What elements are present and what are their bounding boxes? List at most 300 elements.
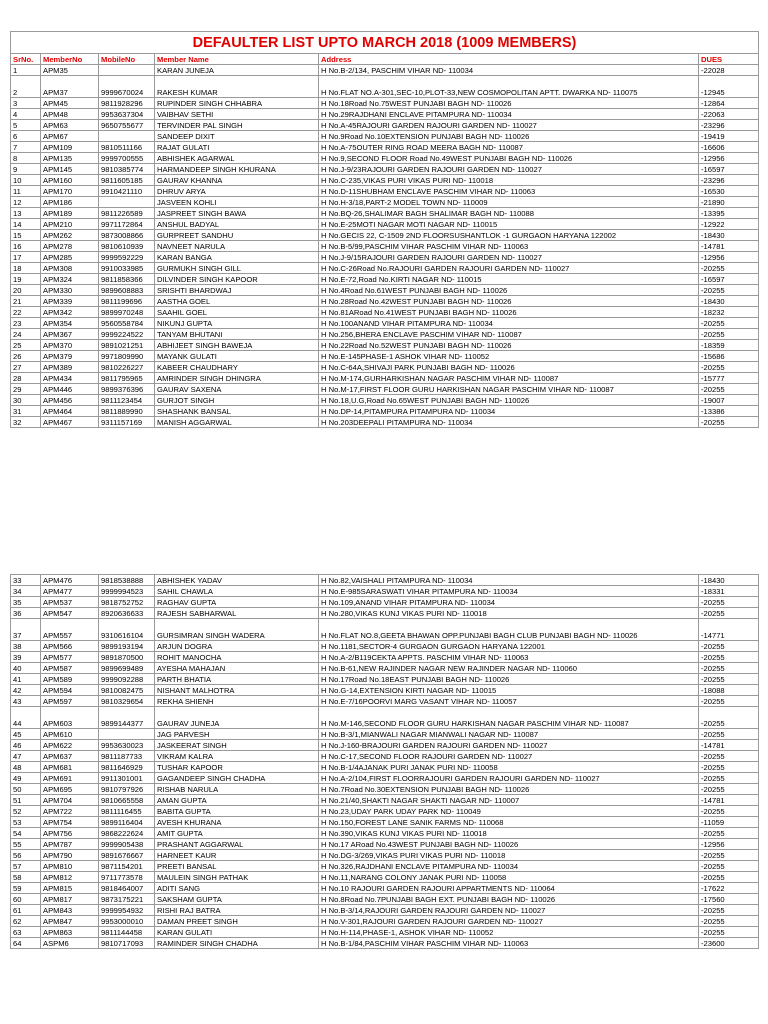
cell-mobileno: 9971172864 (99, 219, 155, 230)
cell-dues: -20255 (699, 663, 759, 674)
cell-srno: 27 (11, 362, 41, 373)
cell-address: H No.8Road No.7PUNJABI BAGH EXT. PUNJABI BAGH ND- 110026 (319, 894, 699, 905)
cell-dues: -14771 (699, 619, 759, 641)
cell-memberno: APM339 (41, 296, 99, 307)
table-row (11, 707, 759, 729)
cell-address: H No.390,VIKAS KUNJ VIKAS PURI ND- 110018 (319, 828, 699, 839)
cell-member-name: ABHIJEET SINGH BAWEJA (155, 340, 319, 351)
cell-dues: -20255 (699, 362, 759, 373)
cell-member-name: ADITI SANG (155, 883, 319, 894)
cell-mobileno: 9891870500 (99, 652, 155, 663)
cell-memberno: APM308 (41, 263, 99, 274)
table-row (11, 120, 759, 131)
cell-memberno: APM285 (41, 252, 99, 263)
cell-srno: 50 (11, 784, 41, 795)
cell-srno: 22 (11, 307, 41, 318)
cell-address: H No.J-9/23RAJOURI GARDEN RAJOURI GARDEN ND- 110027 (319, 164, 699, 175)
cell-address: H No.A-75OUTER RING ROAD MEERA BAGH ND- 110087 (319, 142, 699, 153)
cell-address: H No.H-114,PHASE-1, ASHOK VIHAR ND- 110052 (319, 927, 699, 938)
cell-dues: -16597 (699, 274, 759, 285)
cell-memberno: APM587 (41, 663, 99, 674)
cell-dues: -17622 (699, 883, 759, 894)
cell-member-name: SRISHTI BHARDWAJ (155, 285, 319, 296)
cell-member-name: NAVNEET NARULA (155, 241, 319, 252)
cell-dues: -18088 (699, 685, 759, 696)
table-row (11, 927, 759, 938)
cell-dues: -20255 (699, 641, 759, 652)
header-member-name: Member Name (155, 54, 319, 65)
cell-memberno: APM278 (41, 241, 99, 252)
cell-address: H No.J-9/15RAJOURI GARDEN RAJOURI GARDEN ND- 110027 (319, 252, 699, 263)
cell-memberno: APM566 (41, 641, 99, 652)
cell-memberno: APM863 (41, 927, 99, 938)
cell-srno: 6 (11, 131, 41, 142)
cell-address: H No.B-5/99,PASCHIM VIHAR PASCHIM VIHAR ND- 110063 (319, 241, 699, 252)
cell-address: H No.H-3/18,PART-2 MODEL TOWN ND- 110009 (319, 197, 699, 208)
cell-address: H No.109,ANAND VIHAR PITAMPURA ND- 110034 (319, 597, 699, 608)
cell-dues: -20255 (699, 773, 759, 784)
cell-dues: -20255 (699, 762, 759, 773)
table-row (11, 696, 759, 707)
cell-memberno: APM170 (41, 186, 99, 197)
cell-memberno: APM63 (41, 120, 99, 131)
cell-member-name: RAJAT GULATI (155, 142, 319, 153)
cell-mobileno: 9999994523 (99, 586, 155, 597)
header-dues: DUES (699, 54, 759, 65)
cell-srno: 21 (11, 296, 41, 307)
cell-member-name: TANYAM BHUTANI (155, 329, 319, 340)
cell-dues: -12945 (699, 76, 759, 98)
cell-address: H No.M-174,GURHARKISHAN NAGAR PASCHIM VIHAR ND- 110087 (319, 373, 699, 384)
cell-address: H No.22Road No.52WEST PUNJABI BAGH ND- 110026 (319, 340, 699, 351)
table-row (11, 142, 759, 153)
table-row (11, 186, 759, 197)
cell-member-name: ROHIT MANOCHA (155, 652, 319, 663)
cell-memberno: APM160 (41, 175, 99, 186)
cell-member-name: AMAN GUPTA (155, 795, 319, 806)
cell-address: H No.E-985SARASWATI VIHAR PITAMPURA ND- 110034 (319, 586, 699, 597)
cell-mobileno: 9873008866 (99, 230, 155, 241)
cell-srno: 63 (11, 927, 41, 938)
cell-memberno: APM389 (41, 362, 99, 373)
cell-dues: -20255 (699, 652, 759, 663)
table-row (11, 285, 759, 296)
cell-mobileno: 9999592229 (99, 252, 155, 263)
cell-srno: 57 (11, 861, 41, 872)
cell-member-name: VIKRAM KALRA (155, 751, 319, 762)
table-row (11, 98, 759, 109)
cell-memberno: APM145 (41, 164, 99, 175)
cell-address: H No.17 ARoad No.43WEST PUNJABI BAGH ND- 110026 (319, 839, 699, 850)
cell-member-name: REKHA SHIENH (155, 696, 319, 707)
table-row (11, 652, 759, 663)
cell-srno: 13 (11, 208, 41, 219)
cell-address: H No.17Road No.18EAST PUNJABI BAGH ND- 110026 (319, 674, 699, 685)
cell-memberno: APM45 (41, 98, 99, 109)
cell-srno: 48 (11, 762, 41, 773)
cell-mobileno: 9810610939 (99, 241, 155, 252)
table-row (11, 751, 759, 762)
cell-mobileno: 9953000010 (99, 916, 155, 927)
cell-memberno: APM464 (41, 406, 99, 417)
cell-member-name: PREETI BANSAL (155, 861, 319, 872)
cell-dues: -12864 (699, 98, 759, 109)
cell-srno: 8 (11, 153, 41, 164)
cell-member-name: ABHISHEK AGARWAL (155, 153, 319, 164)
cell-address: H No.A-2/104,FIRST FLOORRAJOURI GARDEN RAJOURI GARDEN ND- 110027 (319, 773, 699, 784)
cell-memberno: APM379 (41, 351, 99, 362)
cell-mobileno: 9810082475 (99, 685, 155, 696)
cell-memberno: APM815 (41, 883, 99, 894)
table-row (11, 894, 759, 905)
cell-dues: -21890 (699, 197, 759, 208)
header-memberno: MemberNo (41, 54, 99, 65)
cell-dues: -12956 (699, 839, 759, 850)
table-row (11, 153, 759, 164)
cell-memberno: APM48 (41, 109, 99, 120)
cell-dues: -18359 (699, 340, 759, 351)
cell-dues: -20255 (699, 916, 759, 927)
cell-srno: 41 (11, 674, 41, 685)
cell-dues: -16597 (699, 164, 759, 175)
table-row (11, 219, 759, 230)
cell-srno: 15 (11, 230, 41, 241)
table-row (11, 817, 759, 828)
cell-address: H No.21/40,SHAKTI NAGAR SHAKTI NAGAR ND- 110007 (319, 795, 699, 806)
cell-mobileno: 9711773578 (99, 872, 155, 883)
cell-memberno: APM67 (41, 131, 99, 142)
cell-member-name: GAGANDEEP SINGH CHADHA (155, 773, 319, 784)
cell-srno: 34 (11, 586, 41, 597)
cell-address: H No.326,RAJDHANI ENCLAVE PITAMPURA ND- 110034 (319, 861, 699, 872)
cell-mobileno: 9999224522 (99, 329, 155, 340)
cell-address: H No.V-301,RAJOURI GARDEN RAJOURI GARDEN ND- 110027 (319, 916, 699, 927)
cell-mobileno (99, 65, 155, 76)
cell-memberno: APM787 (41, 839, 99, 850)
cell-address: H No.100ANAND VIHAR PITAMPURA ND- 110034 (319, 318, 699, 329)
cell-member-name: GURPREET SANDHU (155, 230, 319, 241)
cell-srno: 42 (11, 685, 41, 696)
cell-memberno: APM754 (41, 817, 99, 828)
cell-mobileno: 9899144377 (99, 707, 155, 729)
cell-memberno: APM37 (41, 76, 99, 98)
cell-dues: -22063 (699, 109, 759, 120)
cell-mobileno: 9891021251 (99, 340, 155, 351)
cell-memberno: APM537 (41, 597, 99, 608)
cell-memberno: APM589 (41, 674, 99, 685)
cell-address: H No.203DEEPALI PITAMPURA ND- 110034 (319, 417, 699, 428)
cell-mobileno: 9310616104 (99, 619, 155, 641)
cell-address: H No.23,UDAY PARK UDAY PARK ND- 110049 (319, 806, 699, 817)
table-row (11, 762, 759, 773)
cell-dues: -20255 (699, 784, 759, 795)
cell-memberno: APM817 (41, 894, 99, 905)
table-row (11, 773, 759, 784)
cell-srno: 24 (11, 329, 41, 340)
cell-mobileno: 9899699489 (99, 663, 155, 674)
table-row (11, 685, 759, 696)
cell-mobileno: 9999670024 (99, 76, 155, 98)
cell-member-name: MANISH AGGARWAL (155, 417, 319, 428)
cell-memberno: APM547 (41, 608, 99, 619)
cell-mobileno: 9899193194 (99, 641, 155, 652)
table-row (11, 329, 759, 340)
cell-mobileno: 9810797926 (99, 784, 155, 795)
cell-mobileno (99, 729, 155, 740)
defaulter-table-part1 (10, 31, 759, 428)
cell-member-name: ANSHUL BADYAL (155, 219, 319, 230)
table-row (11, 208, 759, 219)
cell-address: H No.B-1/84,PASCHIM VIHAR PASCHIM VIHAR ND- 110063 (319, 938, 699, 949)
cell-srno: 19 (11, 274, 41, 285)
cell-mobileno: 9999092288 (99, 674, 155, 685)
cell-dues: -20255 (699, 608, 759, 619)
cell-address: H No.FLAT NO.8,GEETA BHAWAN OPP.PUNJABI BAGH CLUB PUNJABI BAGH ND- 110026 (319, 619, 699, 641)
cell-memberno: APM456 (41, 395, 99, 406)
cell-member-name: KARAN BANGA (155, 252, 319, 263)
cell-mobileno: 9910421110 (99, 186, 155, 197)
cell-memberno: APM577 (41, 652, 99, 663)
cell-member-name: KARAN JUNEJA (155, 65, 319, 76)
defaulter-table-part2 (10, 574, 759, 949)
cell-srno: 26 (11, 351, 41, 362)
cell-mobileno: 9560558784 (99, 318, 155, 329)
cell-dues: -23600 (699, 938, 759, 949)
cell-member-name: GAURAV JUNEJA (155, 707, 319, 729)
cell-srno: 60 (11, 894, 41, 905)
table-row (11, 296, 759, 307)
cell-dues: -20255 (699, 905, 759, 916)
cell-address: H No.150,FOREST LANE SANIK FARMS ND- 110068 (319, 817, 699, 828)
cell-address: H No.E-72,Road No.KIRTI NAGAR ND- 110015 (319, 274, 699, 285)
cell-member-name: DHRUV ARYA (155, 186, 319, 197)
cell-address: H No.G-14,EXTENSION KIRTI NAGAR ND- 110015 (319, 685, 699, 696)
cell-member-name: PARTH BHATIA (155, 674, 319, 685)
cell-address: H No.9,SECOND FLOOR Road No.49WEST PUNJABI BAGH ND- 110026 (319, 153, 699, 164)
cell-member-name: GAURAV SAXENA (155, 384, 319, 395)
cell-member-name: TUSHAR KAPOOR (155, 762, 319, 773)
cell-dues: -12922 (699, 219, 759, 230)
cell-dues: -20255 (699, 597, 759, 608)
cell-dues: -23296 (699, 175, 759, 186)
cell-dues: -12956 (699, 153, 759, 164)
cell-dues: -20255 (699, 329, 759, 340)
cell-srno: 55 (11, 839, 41, 850)
cell-address: H No.DG-3/269,VIKAS PURI VIKAS PURI ND- 110018 (319, 850, 699, 861)
table-body-part1 (11, 32, 759, 428)
cell-mobileno: 9891676667 (99, 850, 155, 861)
cell-member-name: SHASHANK BANSAL (155, 406, 319, 417)
cell-mobileno: 9971809990 (99, 351, 155, 362)
cell-address: H No.18,U.G,Road No.65WEST PUNJABI BAGH ND- 110026 (319, 395, 699, 406)
cell-mobileno: 9811646929 (99, 762, 155, 773)
table-row (11, 241, 759, 252)
cell-srno: 31 (11, 406, 41, 417)
cell-mobileno: 9811199696 (99, 296, 155, 307)
cell-srno: 14 (11, 219, 41, 230)
cell-address: H No.10 RAJOURI GARDEN RAJOURI APPARTMENTS ND- 110064 (319, 883, 699, 894)
cell-srno: 61 (11, 905, 41, 916)
table-row (11, 76, 759, 98)
table-row (11, 65, 759, 76)
cell-dues: -11059 (699, 817, 759, 828)
cell-memberno: APM557 (41, 619, 99, 641)
cell-dues: -20255 (699, 696, 759, 707)
cell-address: H No.E-25MOTI NAGAR MOTI NAGAR ND- 110015 (319, 219, 699, 230)
table-body-part2 (11, 575, 759, 949)
header-address: Address (319, 54, 699, 65)
cell-mobileno: 9868222624 (99, 828, 155, 839)
cell-memberno: APM722 (41, 806, 99, 817)
table-row (11, 351, 759, 362)
cell-srno: 32 (11, 417, 41, 428)
cell-memberno: APM342 (41, 307, 99, 318)
table-row (11, 784, 759, 795)
table-row (11, 384, 759, 395)
cell-member-name: RAJESH SABHARWAL (155, 608, 319, 619)
cell-member-name: JASVEEN KOHLI (155, 197, 319, 208)
cell-dues: -13395 (699, 208, 759, 219)
cell-srno: 49 (11, 773, 41, 784)
cell-address: H No.E-145PHASE-1 ASHOK VIHAR ND- 110052 (319, 351, 699, 362)
cell-memberno: APM790 (41, 850, 99, 861)
cell-srno: 11 (11, 186, 41, 197)
cell-srno: 43 (11, 696, 41, 707)
cell-member-name: SAKSHAM GUPTA (155, 894, 319, 905)
table-row (11, 373, 759, 384)
cell-mobileno: 9811889990 (99, 406, 155, 417)
cell-srno: 37 (11, 619, 41, 641)
cell-mobileno: 9811116455 (99, 806, 155, 817)
cell-dues: -18430 (699, 230, 759, 241)
cell-member-name: SANDEEP DIXIT (155, 131, 319, 142)
cell-dues: -20255 (699, 674, 759, 685)
page-title: DEFAULTER LIST UPTO MARCH 2018 (1009 MEMBERS) (11, 32, 759, 54)
table-row (11, 575, 759, 586)
cell-dues: -20255 (699, 751, 759, 762)
cell-srno: 23 (11, 318, 41, 329)
cell-memberno: APM603 (41, 707, 99, 729)
cell-member-name: ABHISHEK YADAV (155, 575, 319, 586)
cell-member-name: GURMUKH SINGH GILL (155, 263, 319, 274)
table-row (11, 839, 759, 850)
cell-srno: 35 (11, 597, 41, 608)
cell-member-name: SAHIL CHAWLA (155, 586, 319, 597)
cell-srno: 39 (11, 652, 41, 663)
cell-mobileno: 9899376396 (99, 384, 155, 395)
cell-member-name: KABEER CHAUDHARY (155, 362, 319, 373)
cell-member-name: RUPINDER SINGH CHHABRA (155, 98, 319, 109)
cell-address: H No.M-146,SECOND FLOOR GURU HARKISHAN NAGAR PASCHIM VIHAR ND- 110087 (319, 707, 699, 729)
cell-memberno: APM135 (41, 153, 99, 164)
cell-dues: -18430 (699, 296, 759, 307)
cell-mobileno: 9818464007 (99, 883, 155, 894)
cell-member-name: HARMANDEEP SINGH KHURANA (155, 164, 319, 175)
cell-mobileno: 9899970248 (99, 307, 155, 318)
cell-member-name: DILVINDER SINGH KAPOOR (155, 274, 319, 285)
cell-address: H No.B-3/14,RAJOURI GARDEN RAJOURI GARDEN ND- 110027 (319, 905, 699, 916)
cell-member-name: NIKUNJ GUPTA (155, 318, 319, 329)
cell-address: H No.DP-14,PITAMPURA PITAMPURA ND- 110034 (319, 406, 699, 417)
table-row (11, 252, 759, 263)
cell-mobileno: 9810329654 (99, 696, 155, 707)
cell-dues: -14781 (699, 740, 759, 751)
cell-address: H No.C-64A,SHIVAJI PARK PUNJABI BAGH ND- 110026 (319, 362, 699, 373)
table-row (11, 641, 759, 652)
cell-srno: 29 (11, 384, 41, 395)
cell-dues: -16606 (699, 142, 759, 153)
cell-mobileno: 9911301001 (99, 773, 155, 784)
cell-mobileno: 9999905438 (99, 839, 155, 850)
cell-srno: 46 (11, 740, 41, 751)
cell-mobileno: 9811605185 (99, 175, 155, 186)
cell-member-name: AYESHA MAHAJAN (155, 663, 319, 674)
table-row (11, 861, 759, 872)
cell-dues: -20255 (699, 872, 759, 883)
cell-srno: 44 (11, 707, 41, 729)
cell-mobileno (99, 197, 155, 208)
cell-member-name: AMIT GUPTA (155, 828, 319, 839)
cell-memberno: APM354 (41, 318, 99, 329)
cell-memberno: APM477 (41, 586, 99, 597)
cell-memberno: APM695 (41, 784, 99, 795)
table-row (11, 274, 759, 285)
table-row (11, 175, 759, 186)
cell-dues: -20255 (699, 828, 759, 839)
cell-memberno: APM843 (41, 905, 99, 916)
cell-address: H No.A-2/B119CEKTA APPTS. PASCHIM VIHAR ND- 110063 (319, 652, 699, 663)
cell-memberno: APM35 (41, 65, 99, 76)
cell-srno: 5 (11, 120, 41, 131)
cell-dues: -16530 (699, 186, 759, 197)
cell-mobileno: 9871154201 (99, 861, 155, 872)
cell-srno: 3 (11, 98, 41, 109)
cell-memberno: APM637 (41, 751, 99, 762)
cell-srno: 18 (11, 263, 41, 274)
table-header-row (11, 54, 759, 65)
cell-member-name: AVESH KHURANA (155, 817, 319, 828)
cell-address: H No.82,VAISHALI PITAMPURA ND- 110034 (319, 575, 699, 586)
cell-memberno: APM594 (41, 685, 99, 696)
cell-address: H No.B-3/1,MIANWALI NAGAR MIANWALI NAGAR ND- 110087 (319, 729, 699, 740)
cell-srno: 38 (11, 641, 41, 652)
cell-dues: -18430 (699, 575, 759, 586)
cell-address: H No.B-2/134, PASCHIM VIHAR ND- 110034 (319, 65, 699, 76)
cell-address: H No.C-26Road No.RAJOURI GARDEN RAJOURI GARDEN ND- 110027 (319, 263, 699, 274)
cell-mobileno: 9953637304 (99, 109, 155, 120)
cell-dues: -19419 (699, 131, 759, 142)
cell-dues: -23296 (699, 120, 759, 131)
cell-address: H No.9Road No.10EXTENSION PUNJABI BAGH ND- 110026 (319, 131, 699, 142)
table-row (11, 395, 759, 406)
table-row (11, 230, 759, 241)
cell-mobileno (99, 131, 155, 142)
cell-memberno: ASPM6 (41, 938, 99, 949)
cell-mobileno: 9899116404 (99, 817, 155, 828)
table-row (11, 131, 759, 142)
cell-srno: 4 (11, 109, 41, 120)
cell-member-name: GAURAV KHANNA (155, 175, 319, 186)
cell-memberno: APM756 (41, 828, 99, 839)
table-row (11, 872, 759, 883)
table-row (11, 318, 759, 329)
table-row (11, 608, 759, 619)
cell-member-name: RISHI RAJ BATRA (155, 905, 319, 916)
cell-srno: 28 (11, 373, 41, 384)
cell-dues: -20255 (699, 318, 759, 329)
cell-mobileno: 9818538888 (99, 575, 155, 586)
cell-address: H No.J-160-BRAJOURI GARDEN RAJOURI GARDEN ND- 110027 (319, 740, 699, 751)
